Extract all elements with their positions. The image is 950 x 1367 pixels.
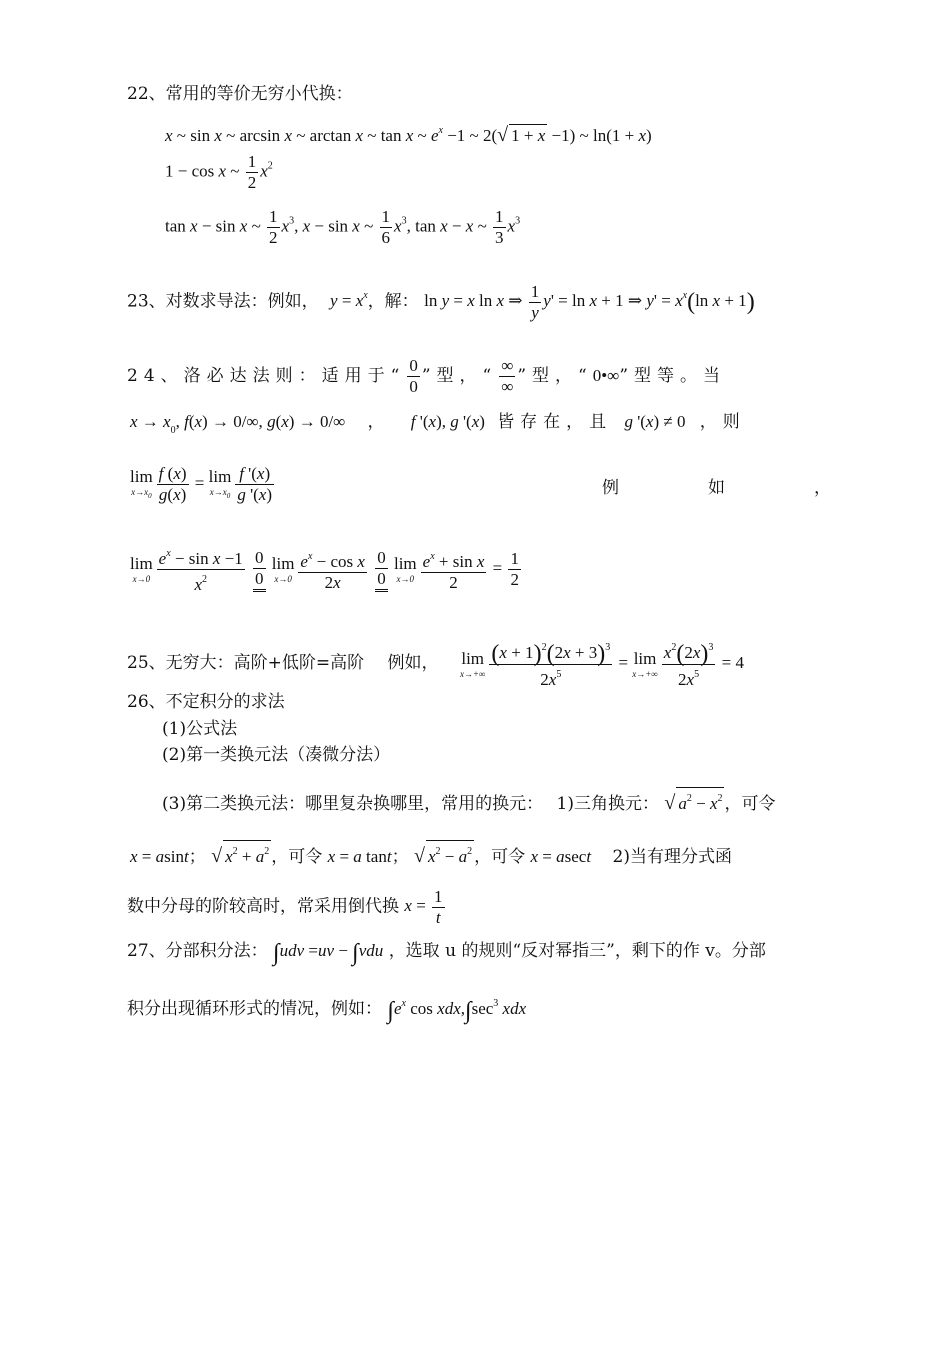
rational-text: 2)当有理分式函 (612, 847, 732, 867)
solution-label: ，解： (367, 291, 419, 312)
section-23: 23、对数求导法：例如， $y = x^x$，解： ln y = x ln x ⇒ $\frac{1}{y}$ y' = ln x + 1 ⇒ $y' = x^x(\ln$ x + 1) (127, 282, 755, 322)
section-26-heading (127, 691, 285, 713)
cyclic-text: 积分出现循环形式的情况，例如： (127, 999, 382, 1019)
heading-text: 25、无穷大：高阶+低阶=高阶 (127, 652, 365, 673)
reciprocal-substitution: 数中分母的阶较高时，常采用倒代换 x = $\frac{1}{t}$ (127, 887, 443, 927)
example-word-1: 例 (602, 478, 619, 498)
heading-text: 23、对数求导法：例如， (127, 291, 319, 312)
example-text: 例如， (387, 652, 439, 673)
lhopital-example-formula: lim x→0 $\frac{e^x - \sin x -1}{x^2}$ $\frac{0}{0}$ lim x→0 $\frac{e^x - \cos x}{2x}$ $\frac{0}{0}$ lim x→0 $\frac{e^x + \sin x}{2}$ = $\frac{1}{2}$ (130, 544, 523, 595)
example-comma: ， (814, 478, 831, 498)
cyclic-integration-example: 积分出现循环形式的情况，例如： $\int e^x$ $\cos xdx,\int\sec^3$ xdx (127, 998, 527, 1024)
rule-text: ，选取 u 的规则“反对幂指三”，剩下的作 v。分部 (388, 941, 766, 961)
heading-text: 26、不定积分的求法 (127, 692, 285, 712)
section-27: 27、分部积分法： ∫udv =uv − ∫vdu ，选取 u 的规则“反对幂指三”，剩下的作 v。分部 (127, 940, 766, 966)
section-25: 25、无穷大：高阶+低阶=高阶 例如， lim x→+∞ $\frac{(x + 1)^2(2x + 3)^3}{2x^5}$ = lim x→+∞ $\frac{x^2(2x)^3}{2x^5}$ = 4 (127, 638, 744, 690)
section-22-heading (127, 83, 353, 105)
reciprocal-text: 数中分母的阶较高时，常采用倒代换 (127, 896, 399, 917)
trig-substitution-cases: x = asint； √ $x^2 + a^2$ ，可令 x = a tant； √ $x^2 - a^2$ ，可令 x = asect 2)当有理分式函 (130, 840, 732, 868)
condition-text: 皆存在，且 (497, 412, 613, 431)
comma-text: ， (367, 412, 385, 431)
cubic-equivalent-formula: tan x − sin x ~ $\frac{1}{2}$ $x^3$, x − sin x ~ $\frac{1}{6}$ $x^3$, tan x − x ~ $\frac{1}{3}$ $x^3$ (165, 207, 521, 247)
trig-sub-label: 1)三角换元： (556, 794, 659, 814)
method-substitution-2: (3)第二类换元法：哪里复杂换哪里，常用的换元： 1)三角换元： √ $a^2 - x^2$ ，可令 (162, 787, 775, 815)
method-substitution-1: (2)第一类换元法（凑微分法） (162, 745, 391, 765)
method-formula: (1)公式法 (162, 719, 238, 739)
section-24-heading: 24、洛必达法则：适用于“ $\frac{0}{0}$ ”型，“ $\frac{\infty}{\infty}$ ”型，“0•∞”型等。当 (127, 356, 727, 396)
method-text: (3)第二类换元法：哪里复杂换哪里，常用的换元： (162, 794, 544, 814)
lhopital-condition: $x \to x_0$, f(x) → 0/∞, g(x) → 0/∞ ， f '(x), g '(x) 皆存在，且 g '(x) ≠ 0 ，则 (130, 412, 746, 436)
heading-text: 27、分部积分法： (127, 941, 268, 961)
then-text: ，则 (699, 412, 746, 431)
cos-equivalent-formula: 1 − cos x ~ $\frac{1}{2}$ $x^2$ (165, 152, 273, 192)
example-word-2: 如 (708, 478, 725, 498)
let-text: ，可令 (724, 794, 776, 814)
lhopital-rule-formula: lim $x\to x_0$ $\frac{f (x)}{g(x)}$ = lim $x\to x_0$ $\frac{f '(x)}{g '(x)}$ (130, 464, 273, 504)
equivalent-chain-formula: x ~ sin x ~ arcsin x ~ arctan x ~ tan x ~ $e^x -1$ ~ 2(√ 1 + x −1) ~ ln(1 + x) (165, 124, 652, 146)
heading-text: 22、常用的等价无穷小代换： (127, 84, 353, 104)
